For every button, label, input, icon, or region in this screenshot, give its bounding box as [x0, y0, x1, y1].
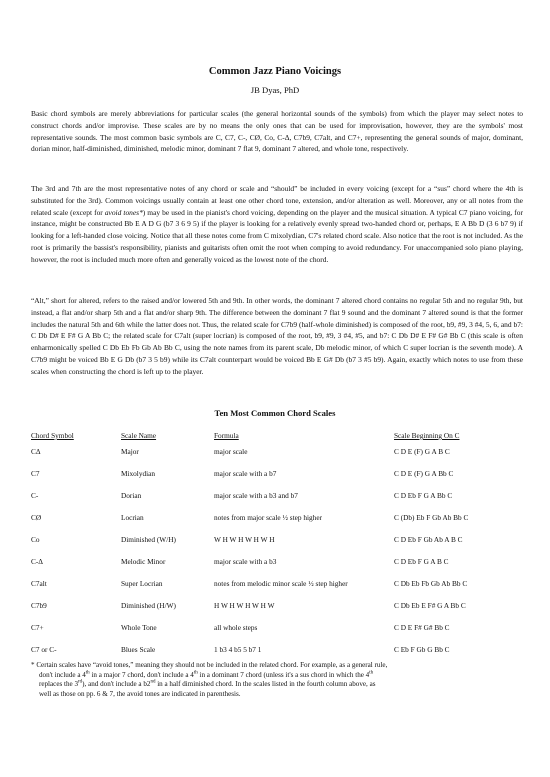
header-scale-on-c: Scale Beginning On C — [394, 431, 460, 440]
table-row — [31, 638, 526, 660]
cell-scale-on-c: C D E (F) G A Bb C — [394, 468, 454, 478]
footnote-line-4: well as those on pp. 6 & 7, the avoid tones are indicated in parenthesis. — [39, 689, 241, 698]
cell-chord-symbol: Co — [31, 534, 40, 544]
chord-scales-table — [31, 422, 526, 660]
cell-scale-name: Diminished (W/H) — [121, 534, 176, 544]
cell-chord-symbol: C7 — [31, 468, 40, 478]
paragraph-1: Basic chord symbols are merely abbreviations for particular scales (the general horizontal sounds of the symbols) from which the player may select notes to construct chords and/or improvise. These scales are by no means the only ones that can be used for improvisation, however, they are the symbols' most representative sounds. The most common basic symbols are C, C7, C-, CØ, Co, C-Δ, C7b9, C7alt, and C7+, representing the general sounds of major, dominant, dorian minor, half-diminished, diminished, melodic minor, dominant 7 flat 9, dominant 7 altered, and whole tone, respectively. — [31, 109, 523, 154]
cell-formula: major scale with a b3 and b7 — [214, 490, 298, 500]
cell-chord-symbol: C- — [31, 490, 39, 500]
cell-scale-on-c: C D Eb F Gb Ab A B C — [394, 534, 463, 544]
cell-formula: notes from melodic minor scale ½ step higher — [214, 578, 348, 588]
cell-scale-name: Mixolydian — [121, 468, 156, 478]
paragraph-2-text-a: The 3rd and 7th are the most representative notes of any chord or scale and “should” be included in every voicing (except for a “sus” chord where the 4th is substituted for the 3rd). Common voicings usually contain at least one other chord tone, extension, and/or alteration as well. Moreover, any or all notes from the related scale (except for — [31, 184, 523, 217]
footnote — [31, 661, 525, 699]
cell-chord-symbol: C7 or C- — [31, 644, 57, 654]
table-row — [31, 572, 526, 594]
cell-scale-name: Super Locrian — [121, 578, 163, 588]
footnote-text: ), and don't include a b2 — [82, 680, 151, 689]
cell-scale-on-c: C D Eb F G A Bb C — [394, 490, 453, 500]
table-row — [31, 484, 526, 506]
header-formula: Formula — [214, 431, 239, 440]
cell-scale-name: Whole Tone — [121, 622, 157, 632]
cell-scale-name: Melodic Minor — [121, 556, 166, 566]
cell-scale-name: Diminished (H/W) — [121, 600, 176, 610]
cell-formula: 1 b3 4 b5 5 b7 1 — [214, 644, 262, 654]
cell-scale-name: Locrian — [121, 512, 144, 522]
cell-scale-on-c: C D E (F) G A B C — [394, 446, 450, 456]
footnote-text: in a major 7 chord, don't include a 4 — [89, 670, 194, 679]
cell-scale-on-c: C (Db) Eb F Gb Ab Bb C — [394, 512, 469, 522]
avoid-tones-emphasis: avoid tones* — [104, 207, 143, 217]
table-heading: Ten Most Common Chord Scales — [214, 408, 336, 418]
footnote-sup: nd — [150, 679, 156, 685]
footnote-text: replaces the 3 — [39, 680, 78, 689]
footnote-sup: rd — [78, 679, 83, 685]
cell-scale-name: Dorian — [121, 490, 142, 500]
page-title: Common Jazz Piano Voicings — [208, 66, 342, 77]
cell-formula: all whole steps — [214, 622, 258, 632]
table-row — [31, 616, 526, 638]
footnote-text: don't include a 4 — [39, 670, 86, 679]
table-row — [31, 440, 526, 462]
cell-scale-on-c: C Db Eb E F# G A Bb C — [394, 600, 466, 610]
cell-chord-symbol: C7b9 — [31, 600, 47, 610]
footnote-sup: th — [369, 670, 374, 676]
table-row — [31, 506, 526, 528]
table-row — [31, 550, 526, 572]
cell-scale-name: Blues Scale — [121, 644, 156, 654]
author-line: JB Dyas, PhD — [250, 85, 300, 95]
cell-chord-symbol: C7alt — [31, 578, 47, 588]
cell-scale-on-c: C Db Eb Fb Gb Ab Bb C — [394, 578, 468, 588]
cell-chord-symbol: C7+ — [31, 622, 44, 632]
cell-formula: major scale with a b3 — [214, 556, 277, 566]
table-row — [31, 594, 526, 616]
cell-scale-on-c: C D E F# G# Bb C — [394, 622, 450, 632]
paragraph-2-text-b: ) may be used in the pianist's chord voicing, depending on the player and the musical situation. A typical C7 piano voicing, for instance, might be constructed Bb E A D G (b7 3 6 9 5) if the player is looking for a relatively evenly spread two-handed chord or, perhaps, E A Bb D (3 6 b7 9) if looking for a left-handed close voicing. Notice that all these notes come from C mixolydian, C7's related chord scale. Also notice that the root is not included. As the root is primarily the bassist's responsibility, pianists and guitarists often omit the root when comping to avoid redundancy. For unaccompanied solo piano playing, however, the root is included much more often and generally voiced as the lowest note of the chord. — [31, 207, 523, 264]
cell-scale-on-c: C Eb F Gb G Bb C — [394, 644, 450, 654]
footnote-line-3 — [31, 680, 525, 690]
cell-formula: notes from major scale ½ step higher — [214, 512, 323, 522]
cell-chord-symbol: CΔ — [31, 446, 41, 456]
footnote-sup: th — [85, 670, 90, 676]
footnote-text: in a half diminished chord. In the scales listed in the fourth column above, as — [155, 680, 376, 689]
cell-scale-on-c: C D Eb F G A B C — [394, 556, 449, 566]
footnote-sup: th — [193, 670, 198, 676]
cell-chord-symbol: C-Δ — [31, 556, 43, 566]
footnote-text: in a dominant 7 chord (unless it's a sus chord in which the 4 — [197, 670, 370, 679]
table-row — [31, 528, 526, 550]
footnote-line-1: * Certain scales have “avoid tones,” meaning they should not be included in the related chord. For example, as a general rule, — [31, 661, 388, 669]
paragraph-3: “Alt,” short for altered, refers to the raised and/or lowered 5th and 9th. In other words, the dominant 7 altered chord contains no regular 5th and no regular 9th, but instead, a flat and/or sharp 5th and a flat and/or sharp 9th. The difference between the dominant 7 flat 9 sound and the dominant 7 altered sound is that the former includes the natural 5th and 6th while the latter does not. Thus, the related scale for C7b9 (half-whole diminished) is composed of the root, b9, #9, 3 #4, 5, 6, and b7: C Db D# E F# G A Bb C; the related scale for C7alt (super locrian) is composed of the root, b9, #9, 3 #4, #5, and b7: C Db D# E F# G# Bb C (this scale is often enharmonically spelled C Db Eb Fb Gb Ab Bb C, using the note names from its parent scale, Db melodic minor, of which C super locrian is the seventh mode). A C7b9 might be voiced Bb E G Db (b7 3 5 b9) while its C7alt counterpart would be voiced Bb E G# Db (b7 3 #5 b9). Again, exactly which notes to use from these scales when constructing the chord is left up to the player. — [31, 296, 523, 376]
cell-formula: H W H W H W H W — [214, 600, 275, 610]
paragraph-2 — [31, 183, 523, 266]
cell-scale-name: Major — [121, 446, 139, 456]
footnote-line-2 — [31, 671, 525, 681]
cell-formula: W H W H W H W H — [214, 534, 275, 544]
cell-formula: major scale with a b7 — [214, 468, 277, 478]
cell-formula: major scale — [214, 446, 248, 456]
table-row — [31, 462, 526, 484]
header-chord-symbol: Chord Symbol — [31, 431, 74, 440]
table-header-row — [31, 422, 526, 440]
cell-chord-symbol: CØ — [31, 512, 42, 522]
header-scale-name: Scale Name — [121, 431, 157, 440]
